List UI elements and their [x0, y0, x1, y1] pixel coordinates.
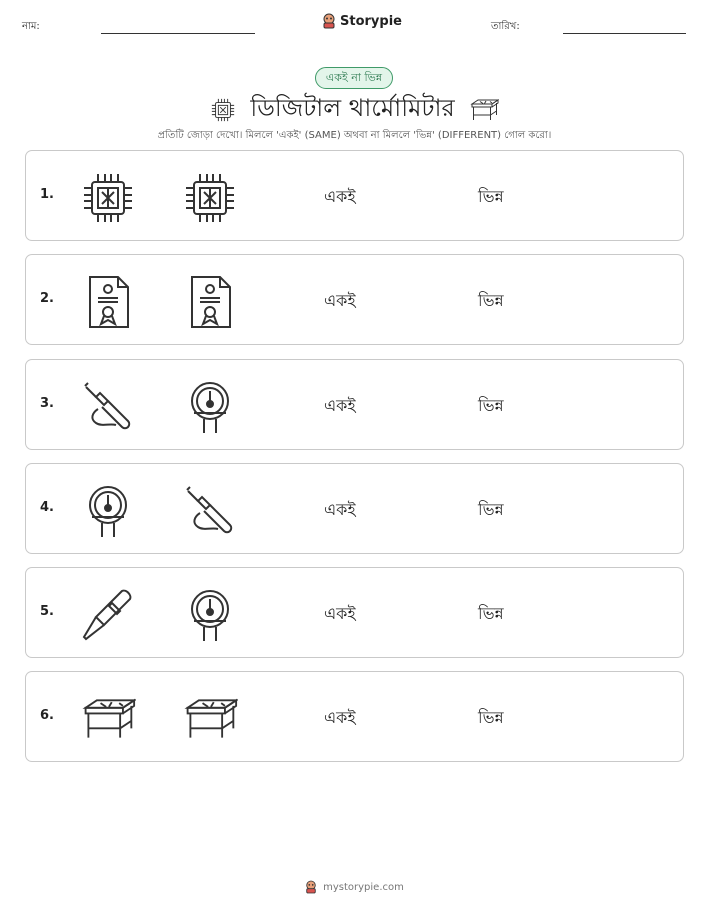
same-option[interactable]: একই	[324, 708, 356, 727]
question-number: 3.	[40, 396, 54, 411]
microchip-icon	[182, 170, 238, 226]
temperature-sensor-icon	[182, 379, 238, 435]
brand-logo	[322, 13, 402, 29]
storypie-mascot-icon	[322, 13, 336, 29]
workbench-icon	[80, 691, 136, 747]
storypie-mascot-icon	[305, 880, 317, 894]
same-option[interactable]: একই	[324, 500, 356, 519]
workbench-icon	[182, 691, 238, 747]
page-title: ডিজিটাল থার্মোমিটার	[250, 94, 455, 122]
soldering-iron-icon	[80, 379, 136, 435]
question-row	[25, 567, 684, 658]
question-number: 1.	[40, 187, 54, 202]
brand-name: Storypie	[340, 13, 402, 29]
certificate-icon	[80, 274, 136, 330]
microchip-icon	[210, 97, 236, 123]
different-option[interactable]: ভিন্ন	[478, 500, 504, 519]
different-option[interactable]: ভিন্ন	[478, 708, 504, 727]
soldering-iron-icon	[182, 483, 238, 539]
different-option[interactable]: ভিন্ন	[478, 291, 504, 310]
question-row	[25, 359, 684, 450]
name-label: নাম:	[22, 21, 40, 32]
question-row	[25, 150, 684, 241]
date-label: তারিখ:	[491, 21, 520, 32]
title-row	[0, 90, 709, 130]
certificate-icon	[182, 274, 238, 330]
same-option[interactable]: একই	[324, 291, 356, 310]
microchip-icon	[80, 170, 136, 226]
same-option[interactable]: একই	[324, 396, 356, 415]
instructions: প্রতিটি জোড়া দেখো। মিললে 'একই' (SAME) অথবা না মিললে 'ভিন্ন' (DIFFERENT) গোল করো।	[157, 130, 552, 141]
digital-thermometer-icon	[80, 587, 136, 643]
question-number: 2.	[40, 291, 54, 306]
question-number: 6.	[40, 708, 54, 723]
same-option[interactable]: একই	[324, 187, 356, 206]
question-row	[25, 463, 684, 554]
worksheet-type-badge: একই না ভিন্ন	[315, 67, 393, 89]
temperature-sensor-icon	[182, 587, 238, 643]
different-option[interactable]: ভিন্ন	[478, 396, 504, 415]
question-row	[25, 671, 684, 762]
workbench-icon	[469, 97, 499, 123]
footer	[0, 880, 709, 894]
different-option[interactable]: ভিন্ন	[478, 604, 504, 623]
same-option[interactable]: একই	[324, 604, 356, 623]
question-number: 5.	[40, 604, 54, 619]
question-row	[25, 254, 684, 345]
footer-site[interactable]: mystorypie.com	[323, 881, 404, 893]
temperature-sensor-icon	[80, 483, 136, 539]
different-option[interactable]: ভিন্ন	[478, 187, 504, 206]
name-line[interactable]	[101, 33, 255, 34]
date-line[interactable]	[563, 33, 686, 34]
question-number: 4.	[40, 500, 54, 515]
